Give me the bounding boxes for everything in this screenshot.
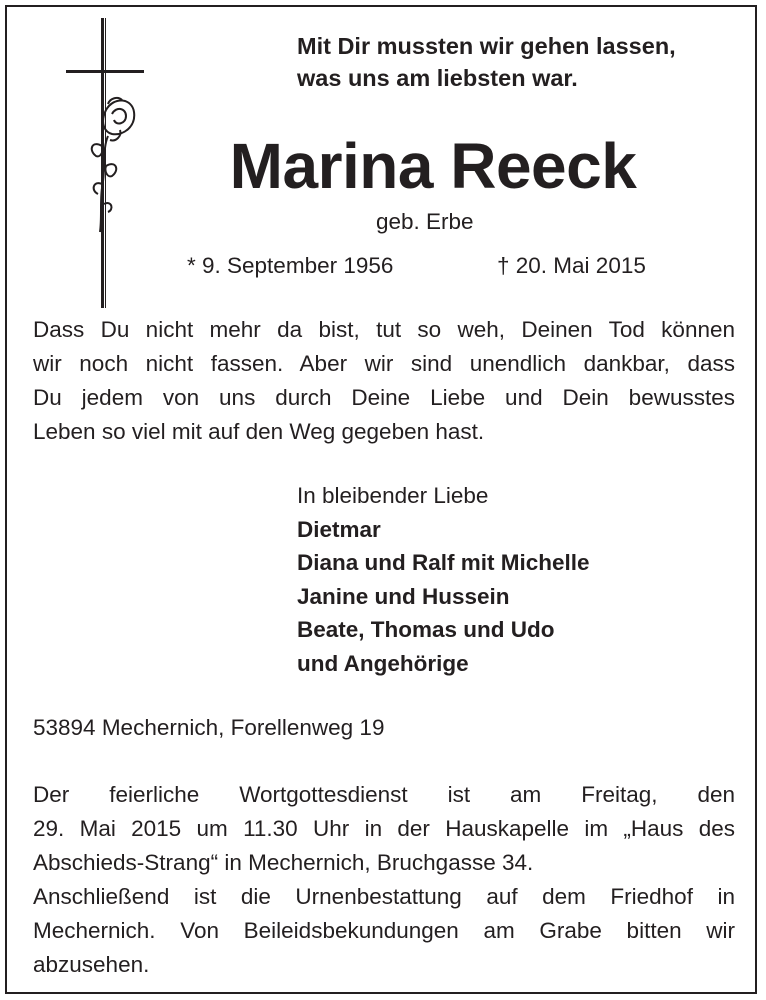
mourner-name: Beate, Thomas und Udo [297, 617, 555, 642]
service-line: Abschieds-Strang“ in Mechernich, Bruchgasse 34. [33, 850, 534, 875]
mourner-name: und Angehörige [297, 650, 469, 676]
life-dates [187, 250, 646, 282]
message-line: wir noch nicht fassen. Aber wir sind unendlich dankbar, dass [33, 351, 735, 376]
service-details [33, 778, 735, 982]
birth-date: * 9. September 1956 [187, 253, 394, 278]
message-line: Dass Du nicht mehr da bist, tut so weh, Deinen Tod können [33, 317, 735, 342]
farewell-message [33, 313, 735, 449]
service-line: Mechernich. Von Beileidsbekundungen am Grabe bitten wir [33, 918, 735, 943]
mourner-name: Dietmar [297, 516, 381, 542]
birth-name: geb. Erbe [376, 209, 474, 234]
message-line: Leben so viel mit auf den Weg gegeben hast. [33, 419, 485, 444]
quote-line-1: Mit Dir mussten wir gehen lassen, [297, 33, 676, 59]
mourner-name: Diana und Ralf mit Michelle [297, 550, 590, 575]
message-line: Du jedem von uns durch Deine Liebe und Dein bewusstes [33, 385, 735, 410]
memorial-quote [297, 30, 676, 94]
service-line: Anschließend ist die Urnenbestattung auf dem Friedhof in [33, 884, 735, 909]
mourners-intro: In bleibender Liebe [297, 483, 489, 508]
family-address: 53894 Mechernich, Forellenweg 19 [33, 715, 385, 740]
mourner-name: Janine und Hussein [297, 583, 510, 609]
death-date: † 20. Mai 2015 [497, 253, 646, 278]
service-line: abzusehen. [33, 952, 150, 977]
mourners-block [297, 479, 590, 680]
service-line: 29. Mai 2015 um 11.30 Uhr in der Hauskapelle im „Haus des [33, 816, 735, 841]
service-line: Der feierliche Wortgottesdienst ist am Freitag, den [33, 782, 735, 807]
quote-line-2: was uns am liebsten war. [297, 65, 578, 91]
deceased-name: Marina Reeck [229, 130, 637, 202]
